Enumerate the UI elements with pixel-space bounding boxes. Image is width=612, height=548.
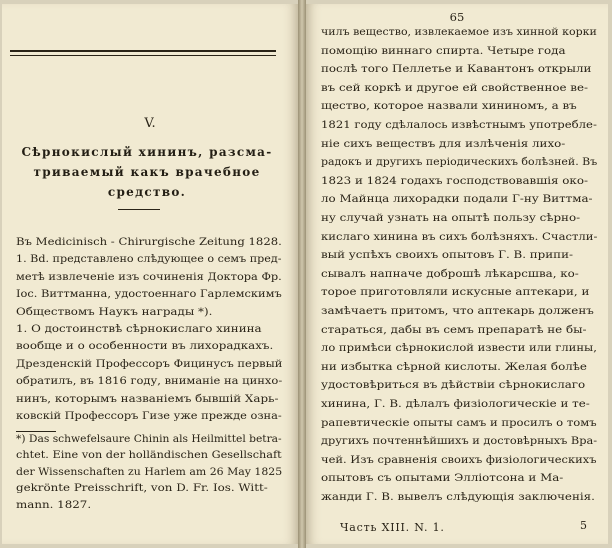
text-line: въ сей коркѣ и другое ей свойственное ве-: [321, 81, 589, 94]
book-gutter: [298, 0, 306, 548]
text-line: нинъ, которымъ названіемъ бывшій Харь-: [16, 392, 279, 405]
text-line: 1. О достоинствѣ сѣрнокислаго хинина: [16, 323, 262, 335]
text-line: 1821 году сдѣлалось извѣстнымъ употребле-: [321, 119, 597, 131]
text-line: 1. Bd. представлено слѣдующее о семъ пред-: [16, 253, 282, 266]
title-line: Сѣрнокислый хининъ, разсма-: [21, 145, 273, 159]
text-line: другихъ почтеннѣйшихъ и достовѣрныхъ Вра-: [321, 435, 598, 448]
text-line: ло примѣси сѣрнокислой извести или глины,: [321, 342, 597, 355]
text-line: помощію виннаго спирта. Четыре года: [321, 44, 566, 57]
text-line: стараться, дабы въ семъ препаратѣ не бы-: [321, 323, 587, 336]
footnote-line: der Wissenschaften zu Harlem am 26 May 1825: [16, 465, 283, 478]
text-line: удостовѣриться въ дѣйствіи сѣрнокислаго: [321, 379, 586, 392]
title-line: триваемый какъ врачебное: [33, 165, 261, 179]
text-line: замѣчаетъ притомъ, что аптекарь долженъ: [321, 305, 594, 317]
text-line: чей. Изъ сравненія своихъ физіологическихъ: [321, 453, 597, 466]
text-line: радокъ и другихъ періодическихъ болѣзней. Въ: [321, 156, 598, 169]
title-separator: [118, 209, 160, 210]
signature-line: Часть XIII. N. 1.: [340, 521, 445, 534]
section-number: V.: [144, 116, 156, 131]
left-page: [2, 4, 298, 544]
footnote-line: mann. 1827.: [16, 498, 92, 511]
footnote-line: chtet. Eine von der holländischen Gesellschaft: [16, 449, 282, 462]
text-line: послѣ того Пеллетье и Кавантонъ открыли: [321, 63, 592, 76]
text-line: щество, которое назвали хининомъ, а въ: [321, 100, 577, 113]
text-line: опытовъ съ опытами Эллiотсона и Ма-: [321, 472, 564, 485]
text-line: ніе сихъ веществъ для излѣченія лихо-: [321, 137, 566, 150]
text-line: метѣ извлеченіе изъ сочиненія Доктора Фр.: [16, 270, 282, 283]
article-title: [16, 142, 278, 202]
text-line: обратилъ, въ 1816 году, вниманіе на цинхо-: [16, 375, 283, 388]
top-double-rule-thin: [10, 55, 276, 56]
text-line: Дрезденскій Профессоръ Фицинусъ первый: [16, 357, 283, 370]
footnote-line: *) Das schwefelsaure Chinin als Heilmittel betra-: [16, 433, 282, 445]
text-line: торое приготовляли искусные аптекари, и: [321, 286, 590, 299]
footnote-rule: [16, 431, 56, 432]
title-line: средство.: [107, 185, 187, 199]
footnote-line: gekrönte Preisschrift, von D. Fr. Ios. Witt-: [16, 482, 268, 495]
text-line: вый успѣхъ своихъ опытовъ Г. В. припи-: [321, 249, 573, 262]
text-line: хинина, Г. В. дѣлалъ физіологическіе и те-: [321, 398, 590, 410]
text-line: чилъ вещество, извлекаемое изъ хинной корки: [321, 26, 597, 38]
text-line: вообще и о особенности въ лихорадкахъ.: [16, 340, 274, 353]
text-line: ни избытка сѣрной кислоты. Желая болѣе: [321, 360, 587, 373]
text-line: ну случай узнать на опытѣ пользу сѣрно-: [321, 212, 581, 224]
text-line: сывалъ напначе доброшѣ лѣкарсшва, ко-: [321, 267, 579, 280]
text-line: кислаго хинина въ сихъ болѣзняхъ. Счастли-: [321, 230, 598, 243]
page-number: 65: [449, 10, 465, 24]
text-line: жанди Г. В. вывелъ слѣдующія заключенія.: [321, 491, 595, 503]
text-line: Обществомъ Наукъ награды *).: [16, 305, 213, 318]
text-line: Въ Medicinisch - Chirurgische Zeitung 1828.: [16, 236, 282, 248]
text-line: рапевтическіе опыты самъ и просилъ о томъ: [321, 416, 597, 429]
right-page: [306, 4, 608, 544]
text-line: 1823 и 1824 годахъ господствовавшія око-: [321, 174, 588, 187]
text-line: ло Майнца лихорадки подали Г-ну Виттма-: [321, 193, 593, 206]
text-line: ковскій Профессоръ Гизе уже прежде озна-: [16, 410, 282, 422]
top-double-rule: [10, 50, 276, 52]
text-line: Іос. Виттманна, удостоеннаго Гарлемскимъ: [16, 288, 282, 301]
signature-mark: 5: [580, 519, 587, 532]
